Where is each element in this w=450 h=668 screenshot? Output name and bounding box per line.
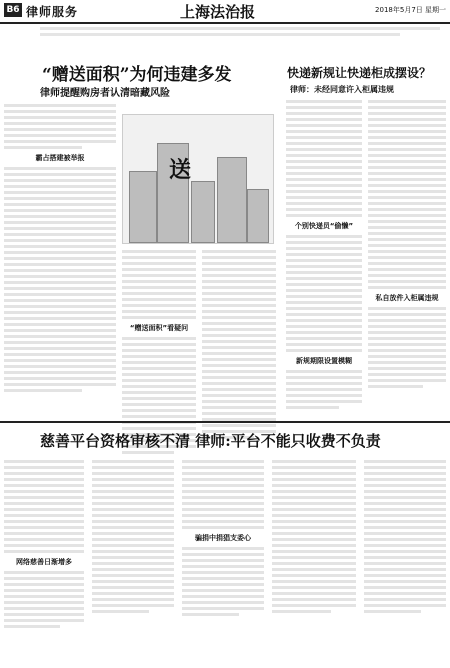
bottom-story-column-1 bbox=[4, 460, 84, 631]
illustration bbox=[122, 114, 274, 244]
section-name: 律师服务 bbox=[26, 5, 79, 19]
top-story-column-1 bbox=[4, 104, 116, 395]
top-story-subhead-2: “赠送面积”看疑问 bbox=[129, 324, 189, 332]
top-story-subhead-1: 霸占搭建被举报 bbox=[35, 154, 85, 162]
right-story-headline: 快递新规让快递柜成摆设？ bbox=[287, 66, 432, 80]
bottom-story-subhead-1: 网络慈善日渐增多 bbox=[16, 558, 72, 566]
bottom-story-headline: 慈善平台资格审核不清 律师:平台不能只收费不负责 bbox=[40, 432, 381, 450]
top-story-column-2 bbox=[122, 250, 196, 457]
newspaper-name: 上海法治报 bbox=[180, 3, 256, 21]
bottom-story-column-4 bbox=[272, 460, 356, 616]
bottom-story-column-2 bbox=[92, 460, 174, 616]
section-divider bbox=[0, 421, 450, 423]
right-story-subhead-1: 新规期限设置模糊 bbox=[296, 357, 352, 365]
banner-notice bbox=[40, 27, 440, 36]
illustration-sign: 送 bbox=[169, 158, 192, 183]
right-story-byline: 律师：未经同意许入柜属违规 bbox=[290, 85, 394, 94]
top-story-headline: “赠送面积”为何违建多发 bbox=[42, 65, 232, 85]
right-story-column-1 bbox=[286, 100, 362, 412]
section-icon: B6 bbox=[4, 3, 22, 17]
right-story-column-2 bbox=[368, 100, 446, 391]
right-story-box-title: 个别快递员“偷懒” bbox=[294, 222, 354, 230]
bottom-story-column-5 bbox=[364, 460, 446, 616]
issue-date: 2018年5月7日 星期一 bbox=[375, 6, 446, 14]
bottom-story-subhead-2: 骗捐中捐猖支委心 bbox=[195, 534, 251, 542]
right-story-subhead-2: 私自放件入柜属违规 bbox=[375, 294, 439, 302]
bottom-story-column-3 bbox=[182, 460, 264, 619]
top-story-subheadline: 律师提醒购房者认清暗藏风险 bbox=[40, 88, 170, 99]
top-story-column-3 bbox=[202, 250, 276, 442]
masthead bbox=[0, 0, 450, 24]
